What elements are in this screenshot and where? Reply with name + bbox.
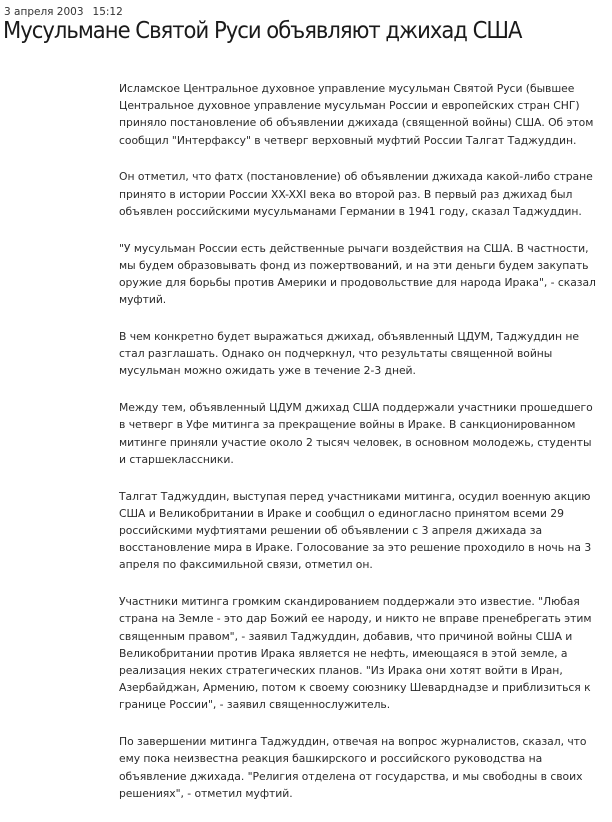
article-paragraph-4: В чем конкретно будет выражаться джихад, объявленный ЦДУМ, Таджуддин не стал разглашать. Однако он подчеркнул, что результаты священной войны мусульман можно ожидать уже в течение 2-3 дней. [119,330,580,378]
article-paragraph-5: Между тем, объявленный ЦДУМ джихад США поддержали участники прошедшего в четверг в Уфе митинга за прекращение войны в Ираке. В санкционированном митинге приняли участие около 2 тысяч человек, в основном молодежь, студенты и старшеклассники. [119,401,593,466]
article-body [119,80,599,822]
dateline [4,6,123,18]
article-time: 15:12 [92,6,123,18]
article-paragraph-1: Исламское Центральное духовное управление мусульман Святой Руси (бывшее Центральное духовное управление мусульман России и европейских стран СНГ) приняло постановление об объявлении джихада (священной войны) США. Об этом сообщил "Интерфаксу" в четверг верховный муфтий России Талгат Таджуддин. [119,82,594,147]
article-paragraph-7: Участники митинга громким скандированием поддержали это известие. "Любая страна на Земле - это дар Божий ее народу, и никто не вправе пренебрегать этим священным правом", - заявил Таджуддин, добавив, что причиной войны США и Великобритании против Ирака является не нефть, имеющаяся в этой земле, а реализация неких стратегических планов. "Из Ирака они хотят войти в Иран, Азербайджан, Армению, потом к своему союзнику Шеварднадзе и приблизиться к границе России", - заявил священнослужитель. [119,595,592,712]
article-date: 3 апреля 2003 [4,6,84,18]
article-paragraph-6: Талгат Таджуддин, выступая перед участниками митинга, осудил военную акцию США и Великобритании в Ираке и сообщил о единогласно принятом всеми 29 российскими муфтиятами решении об объявлении с 3 апреля джихада за восстановление мира в Ираке. Голосование за это решение проходило в ночь на 3 апреля по факсимильной связи, отметил он. [119,489,592,572]
article-paragraph-2: Он отметил, что фатх (постановление) об объявлении джихада какой-либо стране принято в истории России XX-XXI века во второй раз. В первый раз джихад был объявлен российскими мусульманами Германии в 1941 году, сказал Таджуддин. [119,170,593,218]
article-paragraph-8: По завершении митинга Таджуддин, отвечая на вопрос журналистов, сказал, что ему пока неизвестна реакция башкирского и российского руководства на объявление джихада. "Религия отделена от государства, и мы свободны в своих решениях", - отметил муфтий. [119,735,587,800]
article-paragraph-3: "У мусульман России есть действенные рычаги воздействия на США. В частности, мы будем образовывать фонд из пожертвований, и на эти деньги будем закупать оружие для борьбы против Америки и продовольствие для народа Ирака", - сказал муфтий. [119,241,596,307]
article-title: Мусульмане Святой Руси объявляют джихад США [3,18,522,44]
